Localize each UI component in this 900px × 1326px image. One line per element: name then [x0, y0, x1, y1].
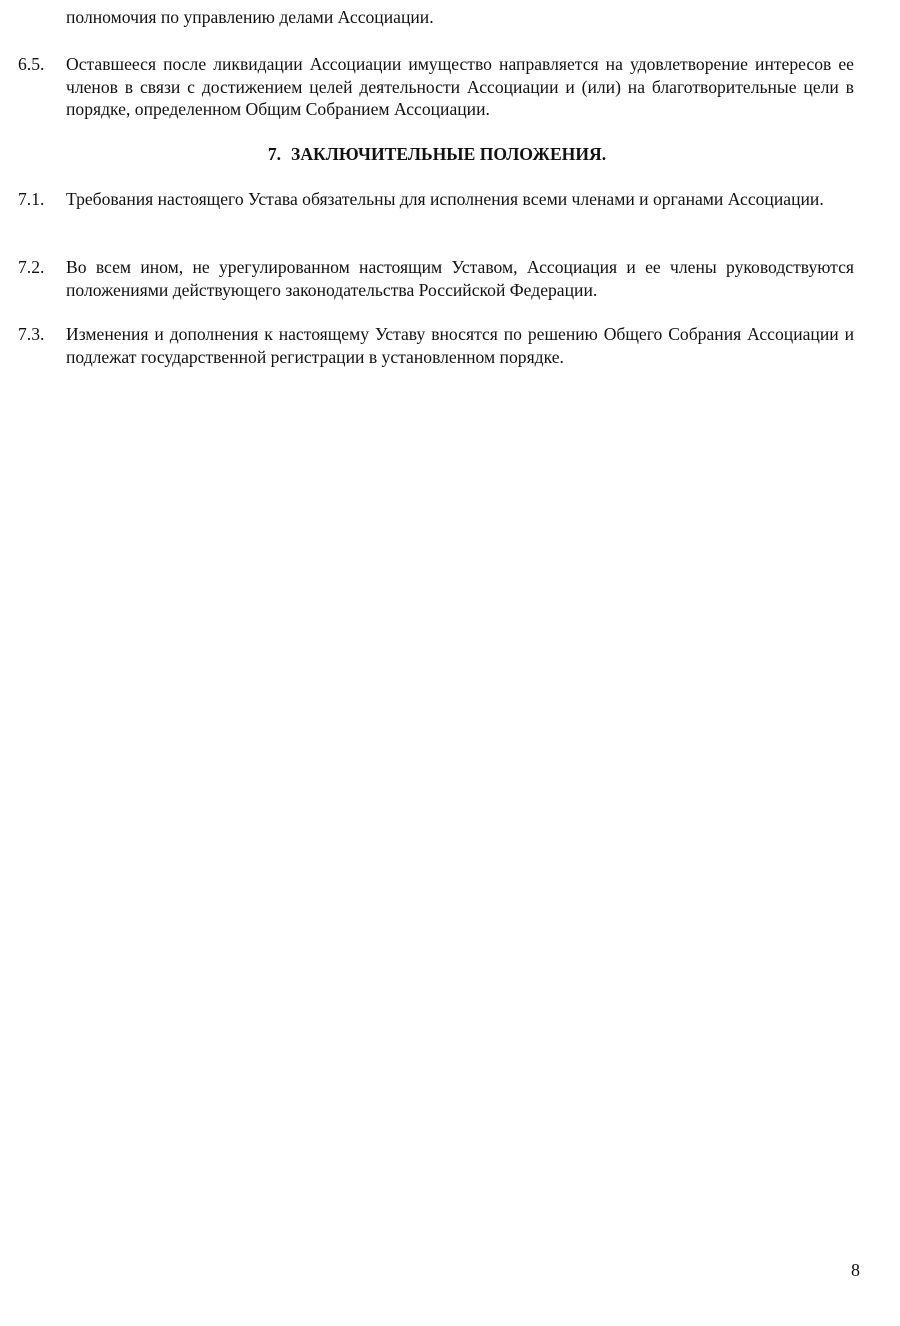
clause-text: Требования настоящего Устава обязательны для исполнения всеми членами и органами Ассоциации.: [66, 189, 824, 209]
page-number: 8: [851, 1260, 860, 1280]
clause-text: Изменения и дополнения к настоящему Уставу вносятся по решению Общего Собрания Ассоциации и подлежат государственной регистрации в установленном порядке.: [66, 324, 854, 367]
clause-7-1: [18, 188, 854, 211]
continuation-paragraph: полномочия по управлению делами Ассоциации.: [66, 7, 434, 27]
clause-number: 6.5.: [18, 54, 45, 74]
section-number: 7.: [267, 144, 282, 164]
clause-6-5: [18, 53, 854, 121]
clause-text: Во всем ином, не урегулированном настоящим Уставом, Ассоциация и ее члены руководствуются положениями действующего законодательства Российской Федерации.: [66, 257, 854, 300]
section-title: ЗАКЛЮЧИТЕЛЬНЫЕ ПОЛОЖЕНИЯ.: [291, 144, 607, 164]
clause-number: 7.3.: [18, 324, 45, 344]
clause-number: 7.1.: [18, 189, 45, 209]
clause-number: 7.2.: [18, 257, 45, 277]
clause-7-3: [18, 323, 854, 368]
clause-7-2: [18, 256, 854, 301]
section-heading: [0, 143, 874, 166]
clause-text: Оставшееся после ликвидации Ассоциации имущество направляется на удовлетворение интересов ее членов в связи с достижением целей деятельности Ассоциации и (или) на благотворительные цели в порядке, определенном Общим Собранием Ассоциации.: [66, 54, 854, 119]
